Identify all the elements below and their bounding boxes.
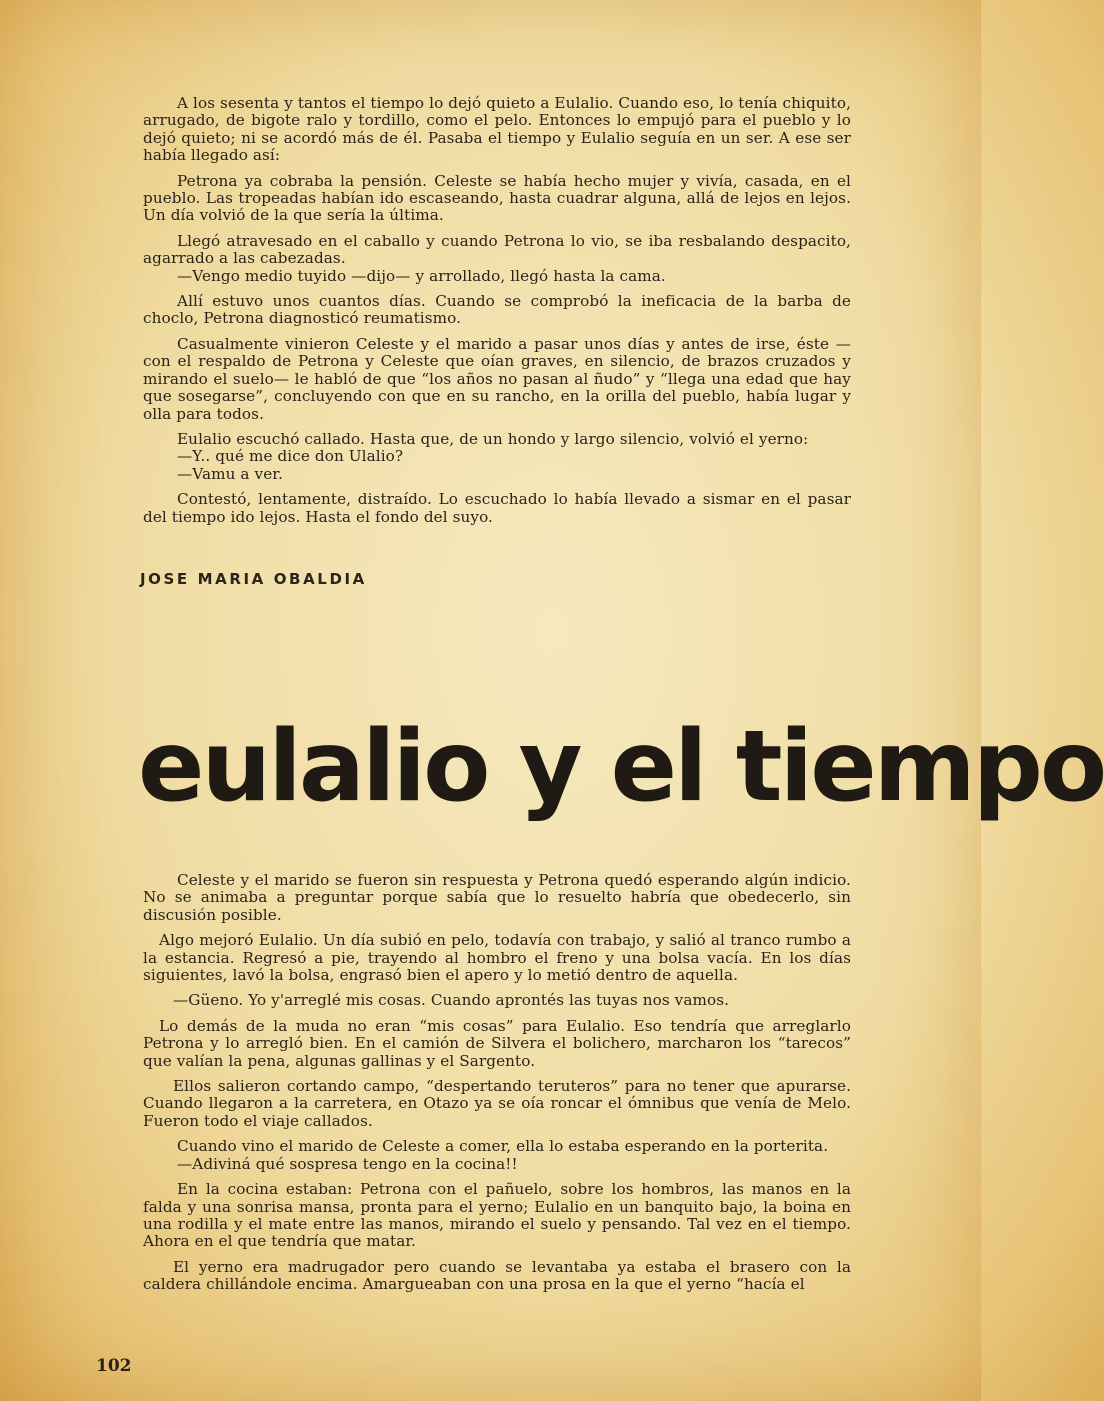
author-byline: JOSE MARIA OBALDIA — [140, 570, 367, 588]
dialogue-line: —Vamu a ver. — [177, 464, 283, 483]
paragraph — [143, 431, 851, 483]
paragraph: Algo mejoró Eulalio. Un día subió en pelo, todavía con trabajo, y salió al tranco rumbo a la estancia. Regresó a pie, trayendo al hombro el freno y una bolsa vacía. En los días siguientes, lavó la bolsa, engrasó bien el apero y lo metió dentro de aquella. — [143, 931, 851, 985]
paragraph: Ellos salieron cortando campo, “despertando teruteros” para no tener que apurarse. Cuando llegaron a la carretera, en Otazo ya se oía roncar el ómnibus que venía de Melo. Fueron todo el viaje callados. — [143, 1077, 851, 1130]
paragraph — [143, 1138, 851, 1173]
dialogue-line: —Vengo medio tuyido —dijo— y arrollado, llegó hasta la cama. — [177, 266, 666, 285]
paragraph: —Güeno. Yo y'arreglé mis cosas. Cuando aprontés las tuyas nos vamos. — [173, 991, 730, 1010]
paragraph: Allí estuvo unos cuantos días. Cuando se comprobó la ineficacia de la barba de choclo, Petrona diagnosticó reumatismo. — [143, 292, 851, 328]
paragraph-line: Cuando vino el marido de Celeste a comer, ella lo estaba esperando en la porterita. — [177, 1137, 829, 1156]
top-text-block — [143, 95, 851, 534]
paragraph: En la cocina estaban: Petrona con el pañuelo, sobre los hombros, las manos en la falda y una sonrisa mansa, pronta para el yerno; Eulalio en un banquito bajo, la boina en una rodilla y el mate entre las manos, mirando el suelo y pensando. Tal vez en el tiempo. Ahora en el que tendría que matar. — [143, 1180, 851, 1251]
paragraph: A los sesenta y tantos el tiempo lo dejó quieto a Eulalio. Cuando eso, lo tenía chiquito, arrugado, de bigote ralo y tordillo, como el pelo. Entonces lo empujó para el pueblo y lo dejó quieto; ni se acordó más de él. Pasaba el tiempo y Eulalio seguía en un ser. A ese ser había llegado así: — [143, 94, 851, 165]
dialogue-line: —Adiviná qué sospresa tengo en la cocina!! — [177, 1154, 518, 1173]
bottom-text-block — [143, 872, 851, 1302]
paragraph-line: Llegó atravesado en el caballo y cuando Petrona lo vio, se iba resbalando despacito, agarrado a las cabezadas. — [143, 231, 851, 268]
story-title: eulalio y el tiempo — [138, 710, 1104, 824]
paragraph: Lo demás de la muda no eran “mis cosas” para Eulalio. Eso tendría que arreglarlo Petrona y lo arregló bien. En el camión de Silvera el bolichero, marcharon los “tarecos” que valían la pena, algunas gallinas y el Sargento. — [143, 1016, 851, 1070]
paragraph: Celeste y el marido se fueron sin respuesta y Petrona quedó esperando algún indicio. No se animaba a preguntar porque sabía que lo resuelto habría que obedecerlo, sin discusión posible. — [143, 871, 851, 924]
paragraph: Petrona ya cobraba la pensión. Celeste se había hecho mujer y vivía, casada, en el pueblo. Las tropeadas habían ido escaseando, hasta cuadrar alguna, allá de lejos en lejos. Un día volvió de la que sería la última. — [143, 171, 851, 225]
paragraph: El yerno era madrugador pero cuando se levantaba ya estaba el brasero con la caldera chillándole encima. Amargueaban con una prosa en la que el yerno “hacía el — [143, 1257, 851, 1294]
paragraph — [143, 233, 851, 285]
paragraph-line: Eulalio escuchó callado. Hasta que, de un hondo y largo silencio, volvió el yerno: — [177, 429, 809, 448]
page-number: 102 — [96, 1356, 132, 1376]
dialogue-line: —Y.. qué me dice don Ulalio? — [177, 447, 404, 466]
paragraph: Contestó, lentamente, distraído. Lo escuchado lo había llevado a sismar en el pasar del tiempo ido lejos. Hasta el fondo del suyo. — [143, 490, 851, 526]
paragraph: Casualmente vinieron Celeste y el marido a pasar unos días y antes de irse, éste —con el respaldo de Petrona y Celeste que oían graves, en silencio, de brazos cruzados y mirando el suelo— le habló de que “los años no pasan al ñudo” y “llega una edad que hay que sosegarse”, concluyendo con que en su rancho, en la orilla del pueblo, había lugar y olla para todos. — [143, 334, 851, 423]
